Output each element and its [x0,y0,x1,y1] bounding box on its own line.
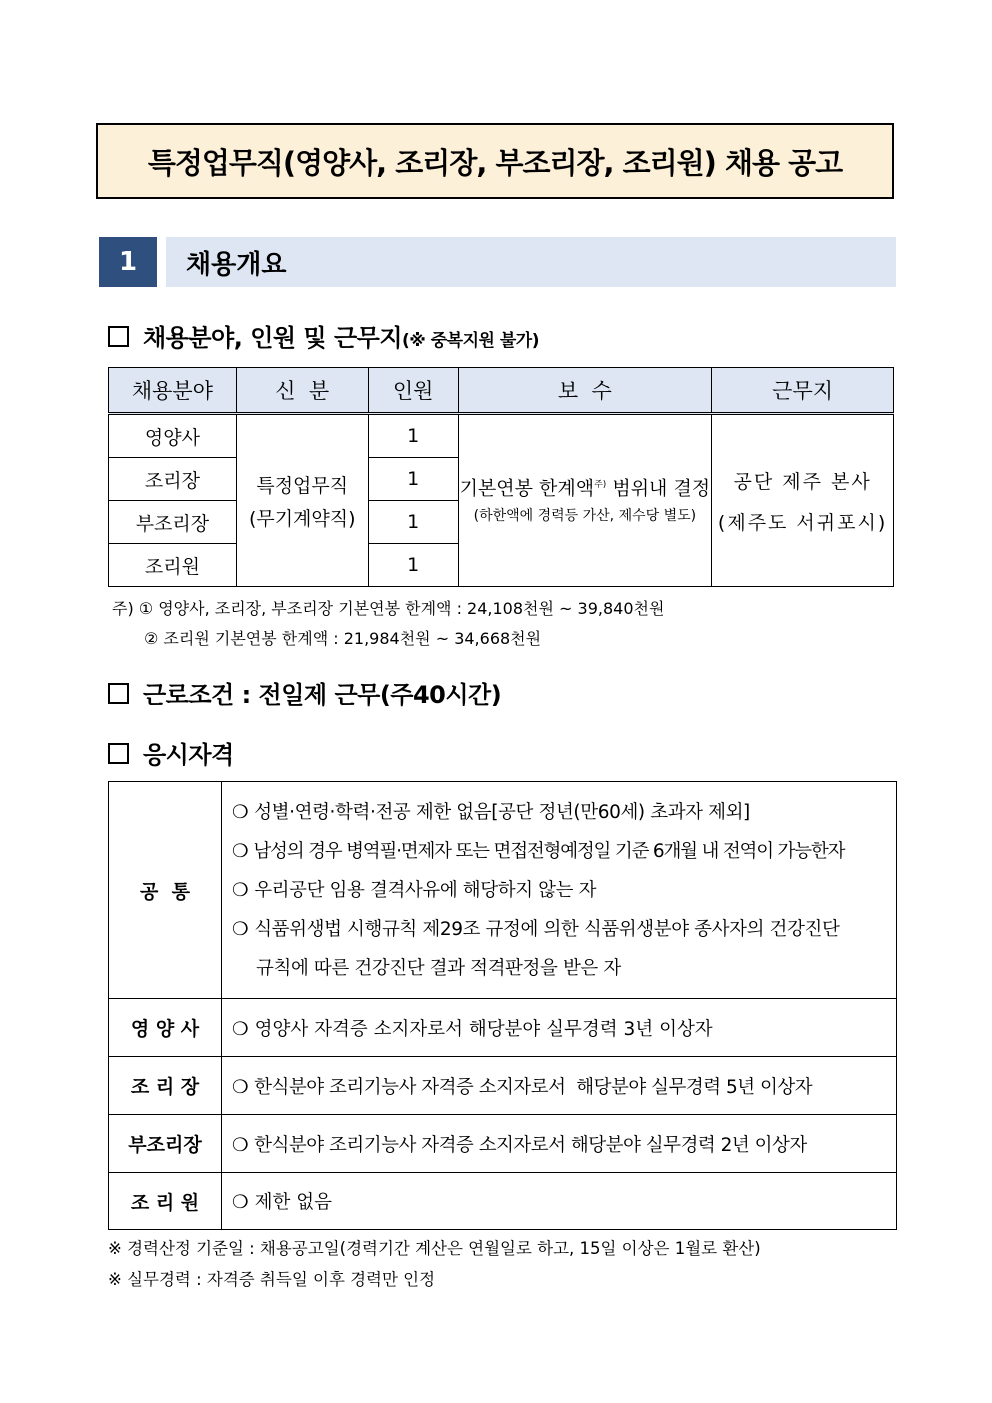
row-text: 한식분야 조리기능사 자격증 소지자로서 해당분야 실무경력 2년 이상자 [254,1134,807,1156]
salary-note-2: ② 조리원 기본연봉 한계액 : 21,984천원 ~ 34,668천원 [144,629,542,648]
circle-bullet-icon: ❍ [232,1192,249,1213]
list-item [232,832,895,871]
count-cell: 1 [368,501,458,544]
list-item-text: 남성의 경우 병역필·면제자 또는 면접전형예정일 기준 6개월 내 전역이 가능한자 [253,840,845,862]
table-row [109,782,897,999]
footnote-career-date: ※ 경력산정 기준일 : 채용공고일(경력기간 계산은 연월일로 하고, 15일 이상은 1월로 환산) [108,1239,761,1258]
checkbox-square-icon [108,326,129,347]
heading-recruitment-field-main: 채용분야, 인원 및 근무지 [143,324,403,352]
row-content [222,1173,897,1230]
row-label: 조 리 원 [109,1173,222,1230]
pay-line1-sup: 주) [594,479,607,490]
checkbox-square-icon [108,683,129,704]
header-pay: 보 수 [458,368,712,414]
table-row [109,1173,897,1230]
row-label: 영 양 사 [109,999,222,1057]
row-text: 제한 없음 [254,1192,332,1213]
list-item [232,793,895,832]
pay-line1-a: 기본연봉 한계액 [459,477,595,500]
heading-working-conditions-text: 근로조건 : 전일제 근무(주40시간) [143,681,502,709]
location-line2: (제주도 서귀포시) [717,511,888,534]
row-content [222,999,897,1057]
pay-line1-b: 범위내 결정 [606,477,711,500]
row-text: 영양사 자격증 소지자로서 해당분야 실무경력 3년 이상자 [254,1018,713,1040]
row-text: 한식분야 조리기능사 자격증 소지자로서 해당분야 실무경력 5년 이상자 [254,1076,813,1098]
header-location: 근무지 [712,368,894,414]
field-cell: 조리장 [109,458,237,501]
status-cell [236,414,368,587]
circle-bullet-icon: ❍ [232,879,249,901]
list-item [232,871,895,910]
heading-recruitment-field [108,318,539,353]
row-content [222,1057,897,1115]
recruitment-table-header [109,368,894,414]
pay-line1 [459,471,712,502]
common-label: 공 통 [109,782,222,999]
field-cell: 조리원 [109,544,237,587]
list-item-text: 우리공단 임용 결격사유에 해당하지 않는 자 [254,879,597,901]
row-label: 조 리 장 [109,1057,222,1115]
table-row [109,1057,897,1115]
list-item-text: 식품위생법 시행규칙 제29조 규정에 의한 식품위생분야 종사자의 건강진단 [254,918,840,940]
circle-bullet-icon: ❍ [232,1018,249,1040]
heading-working-conditions [108,675,501,710]
section-number: 1 [99,237,157,287]
circle-bullet-icon: ❍ [232,918,249,940]
header-status: 신 분 [236,368,368,414]
field-cell: 영양사 [109,414,237,458]
status-line2: (무기계약직) [248,507,356,530]
common-content [222,782,897,999]
circle-bullet-icon: ❍ [232,840,248,862]
section-title [166,237,896,287]
list-item-text: 성별·연령·학력·전공 제한 없음[공단 정년(만60세) 초과자 제외] [254,801,750,823]
salary-note-1: 주) ① 영양사, 조리장, 부조리장 기본연봉 한계액 : 24,108천원 ~ 39,840천원 [112,599,665,618]
count-cell: 1 [368,414,458,458]
circle-bullet-icon: ❍ [232,1076,249,1098]
status-line1: 특정업무직 [256,474,349,497]
page-title [96,123,894,199]
heading-recruitment-field-sub: (※ 중복지원 불가) [402,331,539,351]
pay-cell [458,414,712,587]
table-row [109,999,897,1057]
footnote-career-scope: ※ 실무경력 : 자격증 취득일 이후 경력만 인정 [108,1270,436,1289]
list-item-continuation [232,949,895,988]
circle-bullet-icon: ❍ [232,1134,249,1156]
qualifications-table [108,781,897,1230]
checkbox-square-icon [108,743,129,764]
section-title-text: 채용개요 [186,249,287,280]
table-row [109,414,894,458]
list-item [232,910,895,949]
table-row [109,1115,897,1173]
list-item-text: 규칙에 따른 건강진단 결과 적격판정을 받은 자 [256,957,621,979]
pay-line2: (하한액에 경력등 가산, 제수당 별도) [473,508,697,525]
circle-bullet-icon: ❍ [232,801,249,823]
header-field: 채용분야 [109,368,237,414]
count-cell: 1 [368,458,458,501]
page-title-text: 특정업무직(영양사, 조리장, 부조리장, 조리원) 채용 공고 [147,145,843,180]
recruitment-table [108,367,894,587]
heading-qualifications [108,735,234,770]
row-content [222,1115,897,1173]
location-line1: 공단 제주 본사 [733,470,872,493]
location-cell [712,414,894,587]
count-cell: 1 [368,544,458,587]
row-label: 부조리장 [109,1115,222,1173]
header-count: 인원 [368,368,458,414]
heading-qualifications-text: 응시자격 [143,741,234,769]
field-cell: 부조리장 [109,501,237,544]
